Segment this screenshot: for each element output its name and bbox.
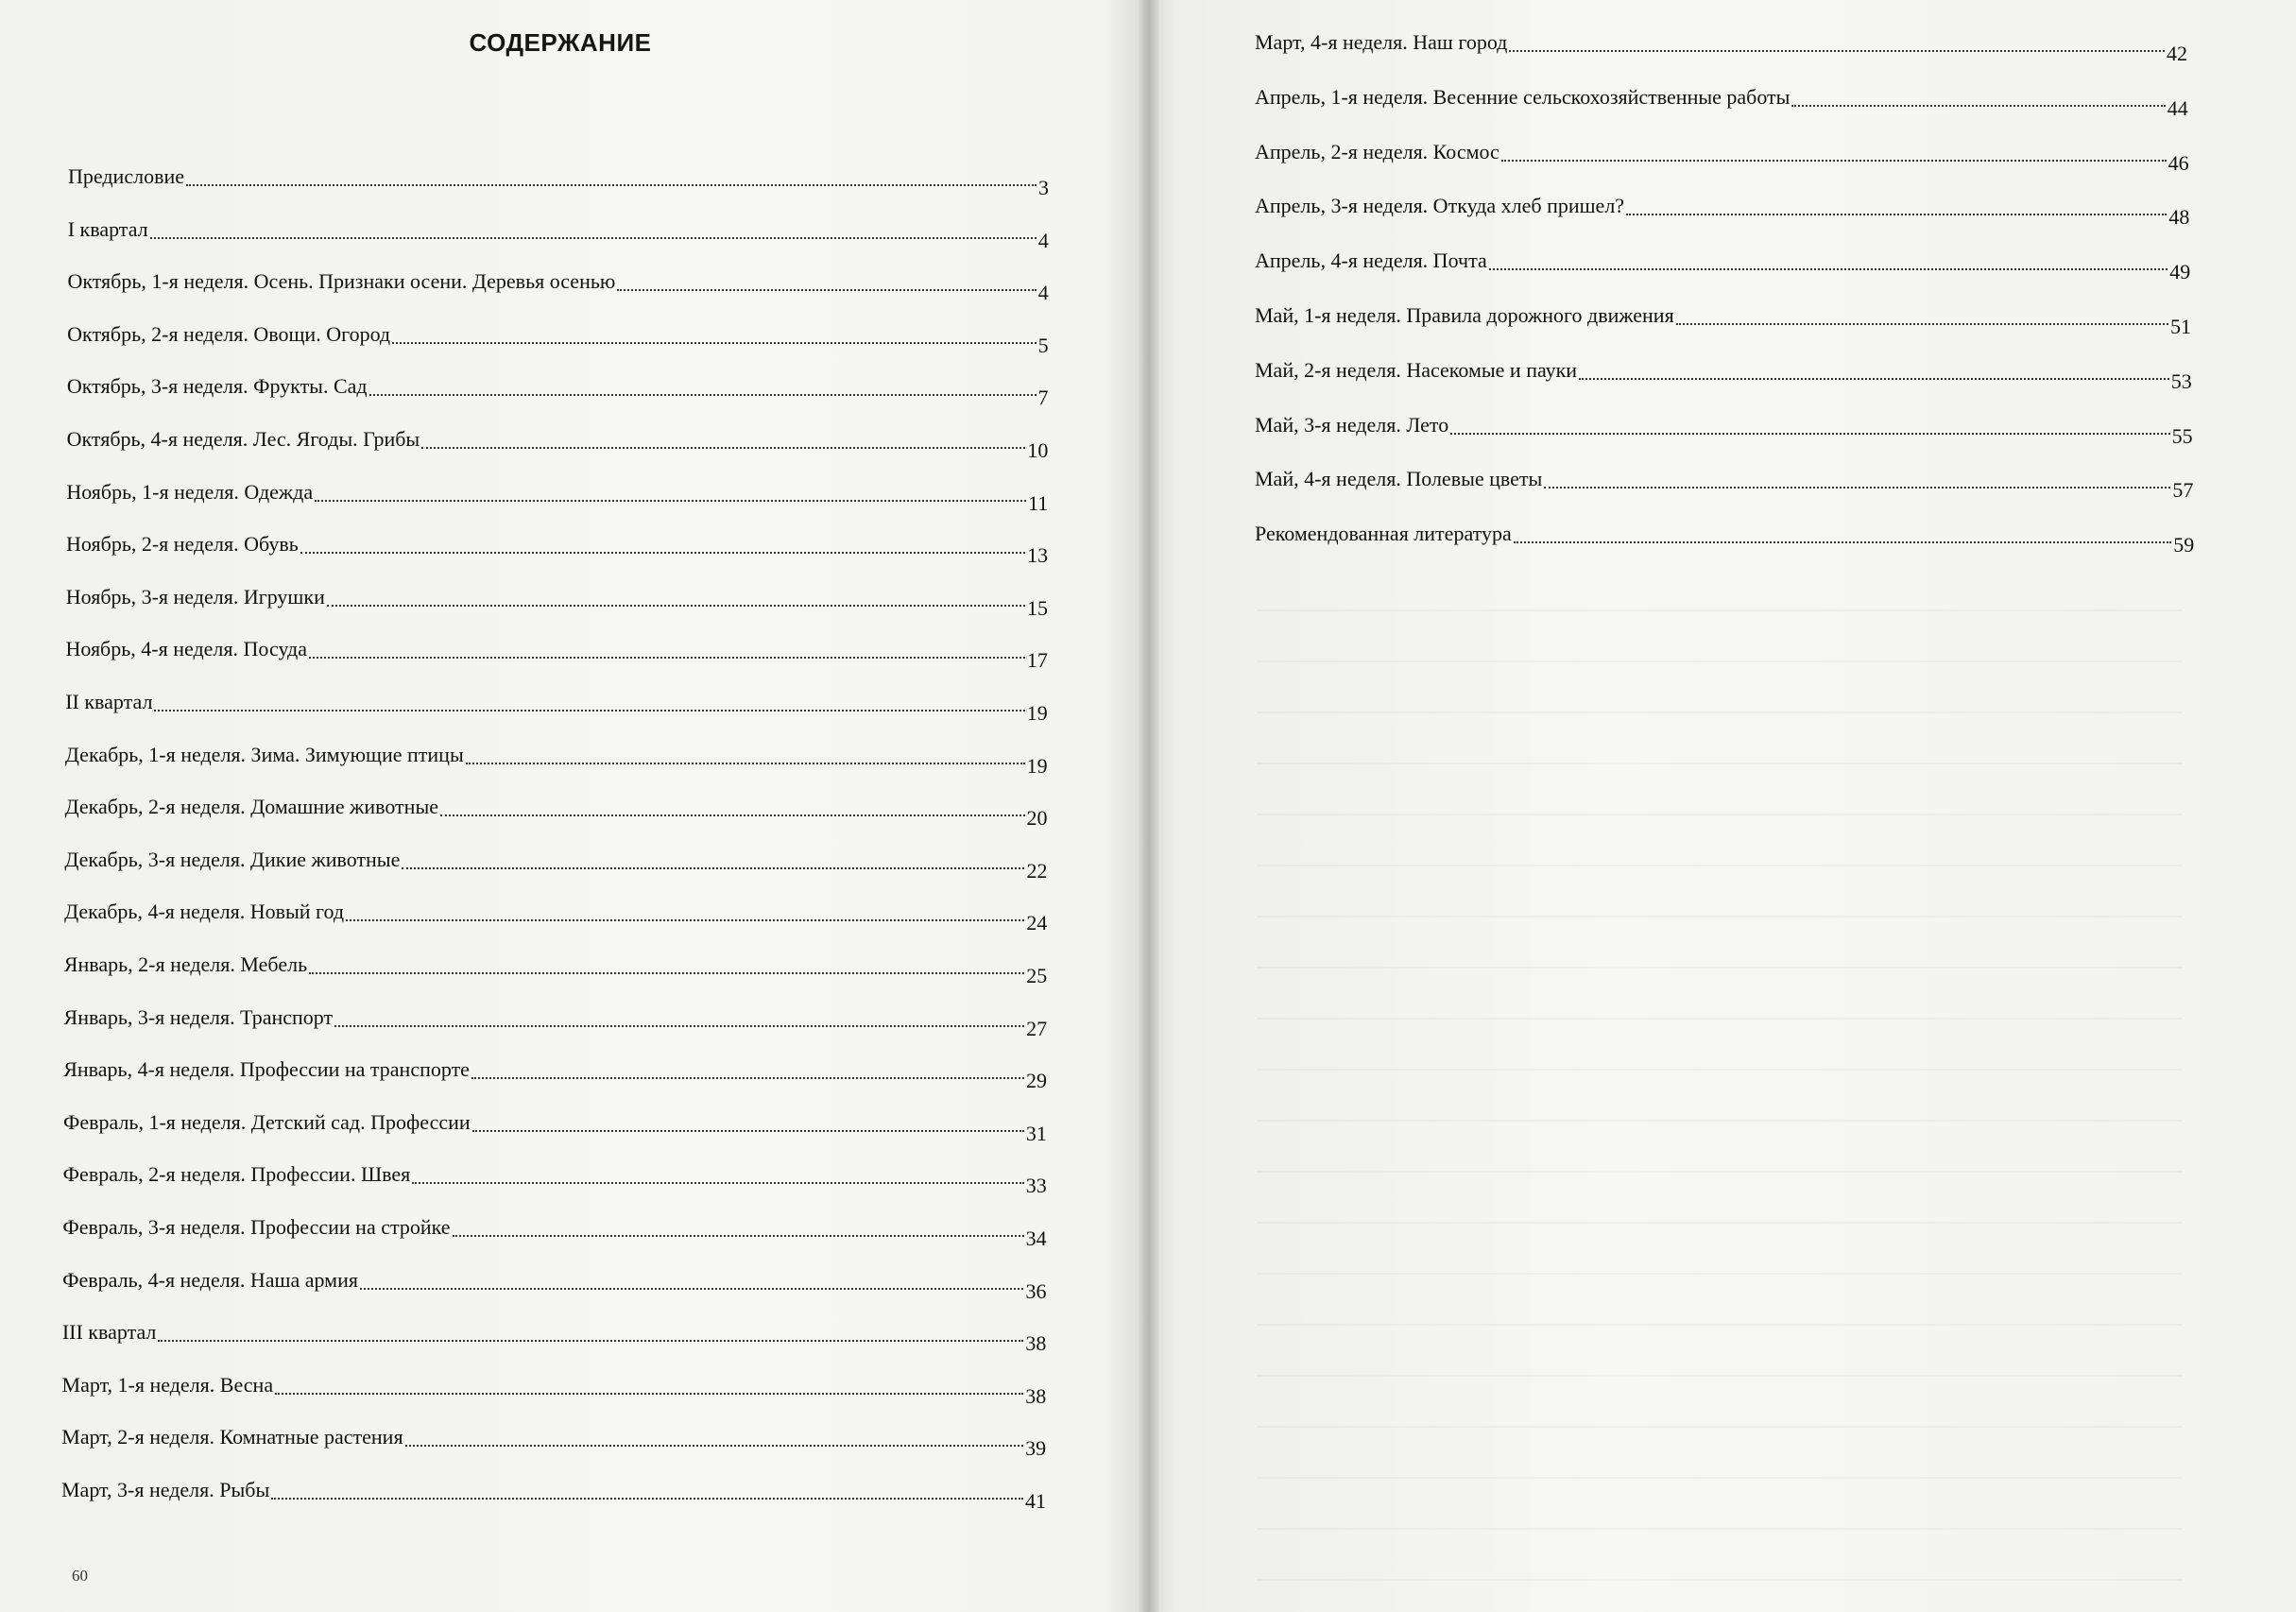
toc-entry-title: Май, 2-я неделя. Насекомые и пауки — [1255, 357, 1578, 382]
dot-leader — [405, 1445, 1024, 1447]
show-through-line — [1257, 1375, 2183, 1377]
toc-entry-page: 17 — [1026, 648, 1048, 673]
toc-entry-title: Февраль, 3-я неделя. Профессии на стройке — [62, 1215, 451, 1239]
toc-entry — [66, 479, 1049, 515]
toc-entry-page: 15 — [1027, 595, 1049, 620]
dot-leader — [309, 657, 1025, 659]
show-through-line — [1257, 1477, 2183, 1479]
toc-entry-title: Октябрь, 4-я неделя. Лес. Ягоды. Грибы — [66, 427, 420, 451]
dot-leader — [440, 815, 1025, 816]
dot-leader — [421, 447, 1025, 449]
toc-entry-title: Май, 3-я неделя. Лето — [1255, 412, 1449, 437]
toc-entry-page: 3 — [1038, 176, 1049, 199]
toc-entry-page: 29 — [1025, 1069, 1047, 1093]
toc-entry — [64, 742, 1048, 778]
toc-entry-title: Декабрь, 4-я неделя. Новый год — [64, 900, 345, 924]
toc-entry — [1255, 139, 2189, 175]
toc-entry-page: 44 — [2167, 95, 2188, 120]
show-through-line — [1257, 1069, 2183, 1071]
toc-entry-page: 13 — [1027, 543, 1049, 568]
toc-entry — [67, 269, 1049, 305]
toc-entry-title: Март, 3-я неделя. Рыбы — [61, 1478, 270, 1501]
toc-entry-title: II квартал — [65, 690, 153, 713]
toc-entry — [66, 374, 1049, 410]
show-through-line — [1257, 1528, 2183, 1530]
dot-leader — [1450, 433, 2169, 435]
dot-leader — [472, 1130, 1024, 1132]
dot-leader — [392, 342, 1037, 344]
toc-entry — [67, 321, 1049, 357]
toc-entry-title: I квартал — [67, 216, 148, 241]
toc-entry-page: 19 — [1026, 753, 1048, 778]
toc-entry-title: Ноябрь, 2-я неделя. Обувь — [66, 532, 299, 557]
toc-entry-title: Март, 4-я неделя. Наш город — [1255, 30, 1508, 54]
page-number: 60 — [72, 1567, 88, 1585]
dot-leader — [1544, 487, 2170, 489]
dot-leader — [1626, 214, 2167, 215]
contents-title: СОДЕРЖАНИЕ — [469, 28, 652, 57]
show-through-line — [1257, 916, 2183, 917]
show-through-line — [1257, 1426, 2183, 1428]
toc-entry-page: 39 — [1025, 1436, 1047, 1461]
dot-leader — [271, 1498, 1023, 1500]
toc-entry — [1255, 249, 2191, 284]
toc-entry-page: 36 — [1025, 1278, 1047, 1303]
toc-entry — [65, 584, 1049, 620]
toc-entry — [68, 164, 1049, 199]
dot-leader — [412, 1182, 1023, 1184]
toc-entry-title: Апрель, 2-я неделя. Космос — [1255, 139, 1499, 163]
toc-entry — [1255, 357, 2192, 393]
dot-leader — [360, 1288, 1024, 1290]
toc-entry — [1255, 522, 2195, 557]
toc-entry-page: 41 — [1025, 1489, 1046, 1513]
toc-entry-page: 24 — [1026, 911, 1048, 935]
toc-entry-title: Ноябрь, 4-я неделя. Посуда — [65, 637, 308, 661]
toc-entry — [1255, 303, 2191, 338]
toc-entry-page: 55 — [2171, 423, 2193, 448]
dot-leader — [346, 919, 1024, 921]
show-through-line — [1257, 1120, 2183, 1122]
toc-entry-page: 25 — [1026, 964, 1048, 987]
dot-leader — [1501, 160, 2167, 162]
toc-entry-title: Февраль, 2-я неделя. Профессии. Швея — [62, 1162, 411, 1187]
toc-entry-title: Май, 1-я неделя. Правила дорожного движения — [1255, 303, 1674, 327]
show-through-line — [1257, 1324, 2183, 1326]
show-through-line — [1257, 712, 2183, 713]
toc-entry-title: Январь, 3-я неделя. Транспорт — [63, 1004, 334, 1029]
toc-entry-page: 34 — [1025, 1226, 1047, 1250]
show-through-line — [1257, 1273, 2183, 1275]
dot-leader — [1489, 268, 2167, 270]
dot-leader — [158, 1340, 1023, 1342]
toc-entry-title: Октябрь, 1-я неделя. Осень. Признаки осени. Деревья осенью — [67, 269, 616, 294]
toc-entry-title: Рекомендованная литература — [1255, 522, 1512, 546]
show-through-line — [1257, 660, 2183, 662]
dot-leader — [309, 972, 1024, 974]
show-through-line — [1257, 763, 2183, 764]
toc-entry-page: 42 — [2167, 42, 2187, 65]
toc-entry-title: Январь, 2-я неделя. Мебель — [63, 952, 308, 976]
toc-entry-title: Ноябрь, 3-я неделя. Игрушки — [65, 584, 325, 609]
toc-entry — [63, 952, 1048, 987]
dot-leader — [300, 552, 1025, 554]
left-page — [0, 0, 1143, 1612]
toc-entry-title: Ноябрь, 1-я неделя. Одежда — [66, 479, 314, 504]
toc-entry — [62, 1162, 1047, 1198]
right-page — [1155, 0, 2296, 1612]
dot-leader — [617, 289, 1036, 291]
toc-entry — [66, 532, 1049, 568]
toc-entry-title: Октябрь, 2-я неделя. Овощи. Огород — [67, 321, 391, 346]
toc-entry-title: Декабрь, 3-я неделя. Дикие животные — [64, 847, 401, 871]
toc-entry-page: 27 — [1026, 1016, 1048, 1040]
toc-entry — [1255, 194, 2190, 230]
toc-entry-title: Апрель, 1-я неделя. Весенние сельскохозяйственные работы — [1255, 84, 1791, 109]
toc-entry-title: Март, 2-я неделя. Комнатные растения — [61, 1425, 403, 1449]
toc-entry-page: 59 — [2173, 533, 2195, 557]
toc-entry — [61, 1372, 1047, 1408]
toc-entry-page: 7 — [1037, 386, 1049, 410]
toc-entry — [67, 216, 1049, 252]
dot-leader — [186, 184, 1037, 186]
dot-leader — [150, 237, 1037, 239]
toc-entry-title: Октябрь, 3-я неделя. Фрукты. Сад — [66, 374, 368, 399]
toc-entry-page: 19 — [1026, 701, 1048, 725]
dot-leader — [315, 500, 1026, 502]
toc-entry — [62, 1109, 1047, 1145]
toc-entry — [64, 847, 1048, 883]
dot-leader — [1509, 50, 2165, 52]
toc-entry — [63, 1057, 1047, 1093]
show-through-line — [1257, 1222, 2183, 1224]
show-through-line — [1257, 609, 2183, 611]
show-through-line — [1257, 814, 2183, 815]
toc-entry — [62, 1215, 1047, 1250]
toc-entry — [61, 1425, 1047, 1461]
toc-entry-title: Март, 1-я неделя. Весна — [61, 1372, 274, 1397]
toc-entry-page: 10 — [1027, 438, 1049, 462]
toc-entry-page: 31 — [1025, 1121, 1047, 1145]
toc-entry-page: 4 — [1037, 281, 1049, 305]
toc-entry-title: Декабрь, 1-я неделя. Зима. Зимующие птицы — [64, 742, 464, 766]
toc-entry — [64, 900, 1048, 935]
toc-entry-title: Апрель, 3-я неделя. Откуда хлеб пришел? — [1255, 194, 1625, 218]
toc-entry-title: Январь, 4-я неделя. Профессии на транспорте — [63, 1057, 470, 1082]
dot-leader — [1676, 323, 2168, 325]
toc-entry — [1255, 30, 2187, 65]
toc-entry-page: 46 — [2167, 150, 2189, 175]
show-through-line — [1257, 1171, 2183, 1173]
toc-entry-page: 51 — [2170, 315, 2191, 338]
toc-entry — [64, 795, 1048, 831]
toc-entry-page: 48 — [2168, 205, 2190, 230]
toc-entry-title: III квартал — [61, 1320, 157, 1345]
toc-entry-page: 53 — [2170, 369, 2192, 393]
toc-entry — [61, 1478, 1046, 1513]
show-through-line — [1257, 1579, 2183, 1581]
toc-entry-title: Май, 4-я неделя. Полевые цветы — [1255, 467, 1543, 491]
toc-entry — [65, 690, 1048, 725]
dot-leader — [453, 1235, 1024, 1237]
toc-entry-page: 4 — [1037, 228, 1049, 252]
show-through-line — [1257, 865, 2183, 866]
toc-entry-page: 38 — [1025, 1331, 1047, 1356]
toc-entry-title: Апрель, 4-я неделя. Почта — [1255, 249, 1487, 273]
toc-entry — [61, 1320, 1047, 1356]
dot-leader — [1791, 105, 2165, 107]
toc-entry — [1255, 84, 2188, 120]
show-through-line — [1257, 1018, 2183, 1020]
toc-entry-title: Предисловие — [68, 164, 184, 188]
toc-entry — [63, 1004, 1048, 1040]
toc-entry — [1255, 412, 2193, 448]
toc-entry-page: 38 — [1025, 1383, 1047, 1408]
toc-entry-page: 57 — [2172, 478, 2194, 503]
toc-entry-title: Декабрь, 2-я неделя. Домашние животные — [64, 795, 438, 819]
toc-entry-title: Февраль, 4-я неделя. Наша армия — [62, 1267, 358, 1292]
toc-entry — [62, 1267, 1047, 1303]
dot-leader — [402, 867, 1024, 869]
toc-entry-page: 20 — [1026, 806, 1048, 831]
toc-entry-page: 22 — [1026, 858, 1048, 883]
dot-leader — [1579, 378, 2169, 380]
toc-entry — [1255, 467, 2194, 503]
toc-entry — [66, 427, 1049, 462]
toc-entry-page: 33 — [1025, 1174, 1047, 1198]
dot-leader — [1514, 541, 2171, 543]
dot-leader — [154, 710, 1024, 712]
dot-leader — [334, 1025, 1024, 1027]
dot-leader — [275, 1393, 1023, 1395]
toc-entry — [65, 637, 1048, 673]
dot-leader — [327, 605, 1025, 607]
toc-entry-page: 5 — [1037, 333, 1049, 357]
toc-entry-page: 11 — [1028, 490, 1049, 515]
toc-entry-title: Февраль, 1-я неделя. Детский сад. Профессии — [62, 1109, 471, 1134]
toc-entry-page: 49 — [2169, 260, 2191, 284]
dot-leader — [471, 1077, 1024, 1079]
dot-leader — [466, 763, 1025, 764]
show-through-line — [1257, 967, 2183, 969]
dot-leader — [369, 394, 1037, 396]
